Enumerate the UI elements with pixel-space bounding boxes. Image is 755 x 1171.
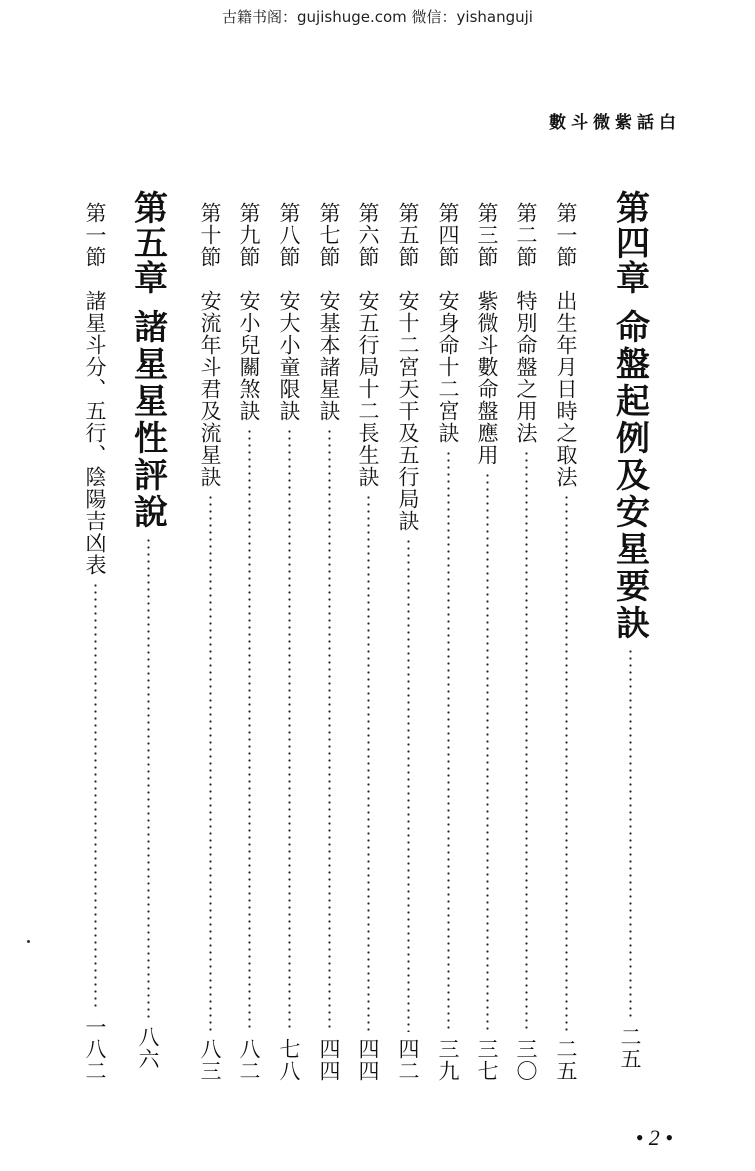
toc-section-entry bbox=[393, 202, 423, 1082]
page-reference: 八六 bbox=[136, 1026, 160, 1070]
toc-chapter-entry bbox=[607, 190, 653, 1070]
toc-section-entry bbox=[195, 202, 225, 1082]
toc-section-entry bbox=[551, 202, 581, 1082]
dot-leader bbox=[328, 428, 331, 1032]
page-reference: 三九 bbox=[436, 1038, 460, 1082]
scan-speck bbox=[27, 940, 30, 943]
running-header-book-title: 數斗微紫話白 bbox=[549, 113, 681, 133]
page-reference: 八二 bbox=[237, 1038, 261, 1082]
toc-chapter-entry bbox=[125, 190, 171, 1070]
section-title: 安十二宮天干及五行局訣 bbox=[396, 290, 420, 532]
dot-leader bbox=[147, 537, 150, 1020]
watermark-text: 古籍书阁：gujishuge.com 微信：yishanguji bbox=[222, 8, 533, 26]
page-reference: 二五 bbox=[554, 1038, 578, 1082]
section-number: 第五節 bbox=[396, 202, 420, 268]
section-title: 安五行局十二長生訣 bbox=[356, 290, 380, 488]
dot-leader bbox=[565, 494, 568, 1032]
section-title: 特別命盤之用法 bbox=[514, 290, 538, 444]
page-reference: 三七 bbox=[475, 1038, 499, 1082]
section-number: 第二節 bbox=[514, 202, 538, 268]
toc-section-entry bbox=[433, 202, 463, 1082]
page-reference: 一八二 bbox=[83, 1016, 107, 1082]
page-reference: 四四 bbox=[356, 1038, 380, 1082]
section-number: 第六節 bbox=[356, 202, 380, 268]
section-number: 第七節 bbox=[317, 202, 341, 268]
chapter-number: 第五章 bbox=[127, 190, 168, 295]
dot-leader bbox=[486, 472, 489, 1032]
page-reference: 四四 bbox=[317, 1038, 341, 1082]
dot-leader bbox=[629, 648, 632, 1020]
section-number: 第四節 bbox=[436, 202, 460, 268]
toc-section-entry bbox=[472, 202, 502, 1082]
toc-section-entry bbox=[511, 202, 541, 1082]
page-number: • 2 • bbox=[635, 1125, 673, 1150]
page-reference: 八三 bbox=[198, 1038, 222, 1082]
dot-leader bbox=[209, 494, 212, 1032]
dot-leader bbox=[367, 494, 370, 1032]
dot-leader bbox=[94, 582, 97, 1010]
toc-section-entry bbox=[274, 202, 304, 1082]
dot-leader bbox=[288, 428, 291, 1032]
page-reference: 四二 bbox=[396, 1038, 420, 1082]
section-number: 第一節 bbox=[83, 202, 107, 268]
section-number: 第十節 bbox=[198, 202, 222, 268]
toc-section-entry bbox=[353, 202, 383, 1082]
section-title: 安小兒關煞訣 bbox=[237, 290, 261, 422]
section-title: 出生年月日時之取法 bbox=[554, 290, 578, 488]
section-number: 第三節 bbox=[475, 202, 499, 268]
section-title: 紫微斗數命盤應用 bbox=[475, 290, 499, 466]
chapter-title: 命盤起例及安星要訣 bbox=[609, 309, 650, 642]
section-title: 安身命十二宮訣 bbox=[436, 290, 460, 444]
section-title: 安流年斗君及流星訣 bbox=[198, 290, 222, 488]
toc-section-entry bbox=[314, 202, 344, 1082]
section-number: 第一節 bbox=[554, 202, 578, 268]
section-number: 第八節 bbox=[277, 202, 301, 268]
chapter-number: 第四章 bbox=[609, 190, 650, 295]
toc-section-entry bbox=[234, 202, 264, 1082]
page-reference: 二五 bbox=[618, 1026, 642, 1070]
dot-leader bbox=[525, 450, 528, 1032]
section-title: 安大小童限訣 bbox=[277, 290, 301, 422]
page-reference: 七八 bbox=[277, 1038, 301, 1082]
section-title: 安基本諸星訣 bbox=[317, 290, 341, 422]
toc-section-entry bbox=[80, 202, 110, 1082]
dot-leader bbox=[407, 538, 410, 1032]
dot-leader bbox=[447, 450, 450, 1032]
section-title: 諸星斗分、五行、陰陽吉凶表 bbox=[83, 290, 107, 576]
page-reference: 三〇 bbox=[514, 1038, 538, 1082]
chapter-title: 諸星星性評說 bbox=[127, 309, 168, 531]
section-number: 第九節 bbox=[237, 202, 261, 268]
dot-leader bbox=[248, 428, 251, 1032]
